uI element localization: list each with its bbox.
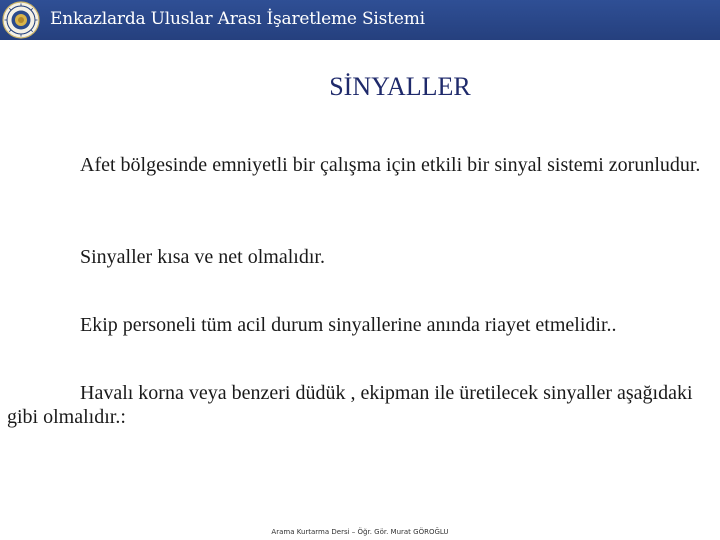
header-bar bbox=[0, 0, 720, 40]
footer-credit: Arama Kurtarma Dersi – Öğr. Gör. Murat GÖROĞLU bbox=[271, 528, 449, 536]
header-title: Enkazlarda Uluslar Arası İşaretleme Sistemi bbox=[50, 9, 425, 29]
university-seal-icon bbox=[2, 1, 40, 39]
slide-title: SİNYALLER bbox=[329, 72, 471, 101]
paragraph-2: Sinyaller kısa ve net olmalıdır. bbox=[80, 246, 325, 268]
paragraph-4: Havalı korna veya benzeri düdük , ekipman ile üretilecek sinyaller aşağıdaki gibi olmalıdır.: bbox=[7, 382, 693, 428]
paragraph-3: Ekip personeli tüm acil durum sinyallerine anında riayet etmelidir.. bbox=[80, 314, 617, 336]
paragraph-1: Afet bölgesinde emniyetli bir çalışma için etkili bir sinyal sistemi zorunludur. bbox=[80, 154, 701, 176]
